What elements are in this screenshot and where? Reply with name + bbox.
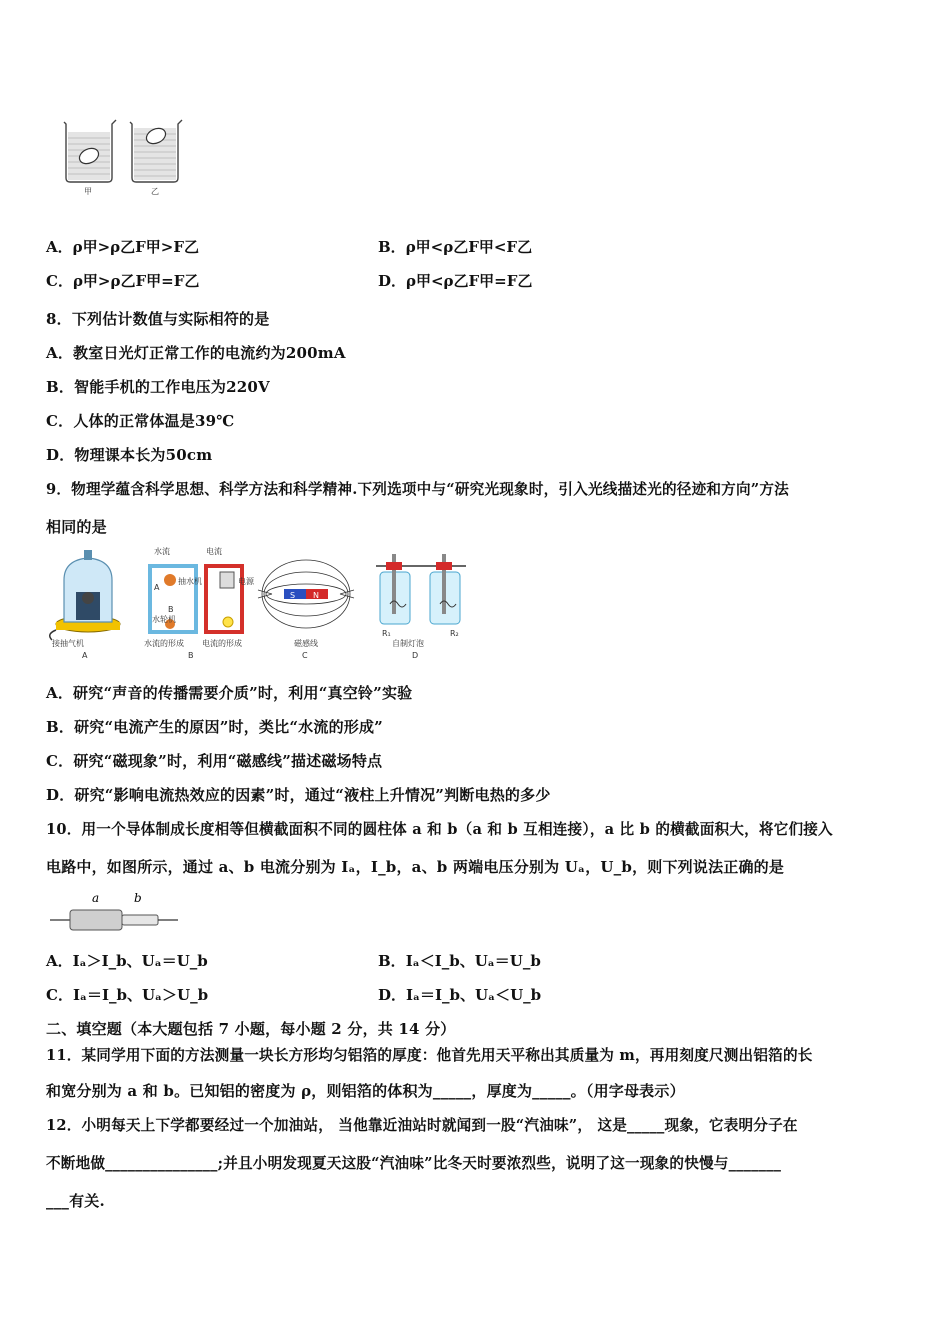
q7-option-d-letter: D． bbox=[378, 272, 407, 290]
q12-line2: 不断地做_______________;并且小明发现夏天这股“汽油味”比冬天时要浓烈些，说明了这一现象的快慢与_______ bbox=[46, 1155, 782, 1172]
heating-flasks bbox=[376, 554, 466, 660]
q10-option-c[interactable] bbox=[46, 984, 208, 1005]
magnetic-field-lines bbox=[258, 560, 354, 660]
q8-option-b[interactable]: B．智能手机的工作电压为220V bbox=[46, 378, 270, 396]
fig-b-water: 水流 bbox=[154, 547, 170, 556]
q9-option-b[interactable]: B．研究“电流产生的原因”时，类比“水流的形成” bbox=[46, 718, 383, 736]
fig-a-caption: 接抽气机 bbox=[52, 639, 84, 648]
water-current-analogy bbox=[144, 546, 255, 660]
vacuum-bell-jar bbox=[50, 550, 120, 660]
q7-option-b-letter: B． bbox=[378, 238, 406, 256]
q7-option-d[interactable] bbox=[378, 270, 532, 291]
q10-option-b-text: Iₐ＜I_b、Uₐ＝U_b bbox=[405, 952, 541, 970]
q7-beakers-figure bbox=[58, 114, 198, 196]
q7-option-c[interactable] bbox=[46, 270, 199, 291]
q7-option-a-letter: A． bbox=[46, 238, 73, 256]
q12-line3: ___有关. bbox=[46, 1192, 105, 1210]
q10-option-b-letter: B． bbox=[378, 952, 406, 970]
fig-b-caption2: 电流的形成 bbox=[202, 639, 242, 648]
q7-option-c-letter: C． bbox=[46, 272, 73, 290]
q7-option-b[interactable] bbox=[378, 236, 532, 257]
q7-option-a-text: ρ甲>ρ乙F甲>F乙 bbox=[72, 238, 200, 256]
label-jia: 甲 bbox=[84, 187, 92, 196]
q11-line1: 11．某同学用下面的方法测量一块长方形均匀铝箔的厚度：他首先用天平称出其质量为 m，再用刻度尺测出铝箔的长 bbox=[46, 1047, 813, 1064]
q7-option-d-text: ρ甲<ρ乙F甲=F乙 bbox=[406, 272, 533, 290]
fig-c-caption: 磁感线 bbox=[294, 639, 318, 648]
fig-b-wheel: 水轮机 bbox=[152, 615, 176, 624]
q10-option-c-letter: C． bbox=[46, 986, 73, 1004]
q9-figure bbox=[46, 546, 486, 662]
fig-b-source: 电源 bbox=[238, 577, 254, 586]
beaker-jia bbox=[64, 120, 116, 182]
q10-stem-line2: 电路中，如图所示，通过 a、b 电流分别为 Iₐ，I_b，a、b 两端电压分别为 Uₐ，U_b，则下列说法正确的是 bbox=[46, 858, 785, 876]
q12-line1: 12．小明每天上下学都要经过一个加油站， 当他靠近油站时就闻到一股“汽油味”， 这是_____现象，它表明分子在 bbox=[46, 1117, 798, 1134]
fig-c-letter: C bbox=[302, 651, 308, 660]
q10-option-b[interactable] bbox=[378, 950, 541, 971]
fig-b-pump: 抽水机 bbox=[178, 577, 202, 586]
beaker-yi bbox=[130, 120, 182, 182]
q8-option-c[interactable]: C．人体的正常体温是39℃ bbox=[46, 412, 235, 430]
q10-option-d-text: Iₐ＝I_b、Uₐ＜U_b bbox=[406, 986, 542, 1004]
q9-option-c[interactable]: C．研究“磁现象”时，利用“磁感线”描述磁场特点 bbox=[46, 752, 383, 770]
section2-heading: 二、填空题（本大题包括 7 小题，每小题 2 分，共 14 分） bbox=[46, 1020, 456, 1038]
fig-b-node-b: B bbox=[168, 605, 174, 614]
q11-line2: 和宽分别为 a 和 b。已知铝的密度为 ρ，则铝箔的体积为_____，厚度为_____。（用字母表示） bbox=[46, 1082, 685, 1100]
q7-option-b-text: ρ甲<ρ乙F甲<F乙 bbox=[405, 238, 533, 256]
fig-d-r1: R₁ bbox=[382, 629, 391, 638]
fig-b-current: 电流 bbox=[206, 547, 222, 556]
fig-c-n-pole: N bbox=[313, 591, 319, 600]
fig-d-letter: D bbox=[412, 651, 419, 660]
q8-stem: 8．下列估计数值与实际相符的是 bbox=[46, 310, 270, 328]
q7-option-a[interactable] bbox=[46, 236, 199, 257]
fig-b-caption1: 水流的形成 bbox=[144, 639, 184, 648]
q9-option-d[interactable]: D．研究“影响电流热效应的因素”时，通过“液柱上升情况”判断电热的多少 bbox=[46, 786, 551, 804]
q10-option-a-text: Iₐ＞I_b、Uₐ＝U_b bbox=[72, 952, 208, 970]
q10-option-c-text: Iₐ＝I_b、Uₐ＞U_b bbox=[72, 986, 209, 1004]
fig-label-a: a bbox=[92, 891, 100, 905]
q9-stem-line2: 相同的是 bbox=[46, 518, 107, 536]
q10-option-a[interactable] bbox=[46, 950, 208, 971]
q10-option-d-letter: D． bbox=[378, 986, 407, 1004]
fig-a-letter: A bbox=[82, 651, 88, 660]
q10-option-d[interactable] bbox=[378, 984, 541, 1005]
q10-conductor-figure bbox=[46, 888, 186, 938]
fig-b-node-a: A bbox=[154, 583, 160, 592]
q10-stem-line1: 10．用一个导体制成长度相等但横截面积不同的圆柱体 a 和 b（a 和 b 互相连接），a 比 b 的横截面积大，将它们接入 bbox=[46, 821, 833, 838]
q10-option-a-letter: A． bbox=[46, 952, 73, 970]
label-yi: 乙 bbox=[151, 187, 159, 196]
q8-option-d[interactable]: D．物理课本长为50cm bbox=[46, 446, 213, 464]
q9-stem-line1: 9．物理学蕴含科学思想、科学方法和科学精神.下列选项中与“研究光现象时，引入光线描述光的径迹和方向”方法 bbox=[46, 481, 789, 498]
fig-b-letter: B bbox=[188, 651, 194, 660]
q8-option-a[interactable]: A．教室日光灯正常工作的电流约为200mA bbox=[46, 344, 346, 362]
q9-option-a[interactable]: A．研究“声音的传播需要介质”时，利用“真空铃”实验 bbox=[46, 684, 413, 702]
fig-d-caption: 自制灯泡 bbox=[392, 639, 424, 648]
fig-c-s-pole: S bbox=[290, 591, 296, 600]
fig-label-b: b bbox=[134, 891, 142, 905]
fig-d-r2: R₂ bbox=[450, 629, 459, 638]
q7-option-c-text: ρ甲>ρ乙F甲=F乙 bbox=[72, 272, 200, 290]
